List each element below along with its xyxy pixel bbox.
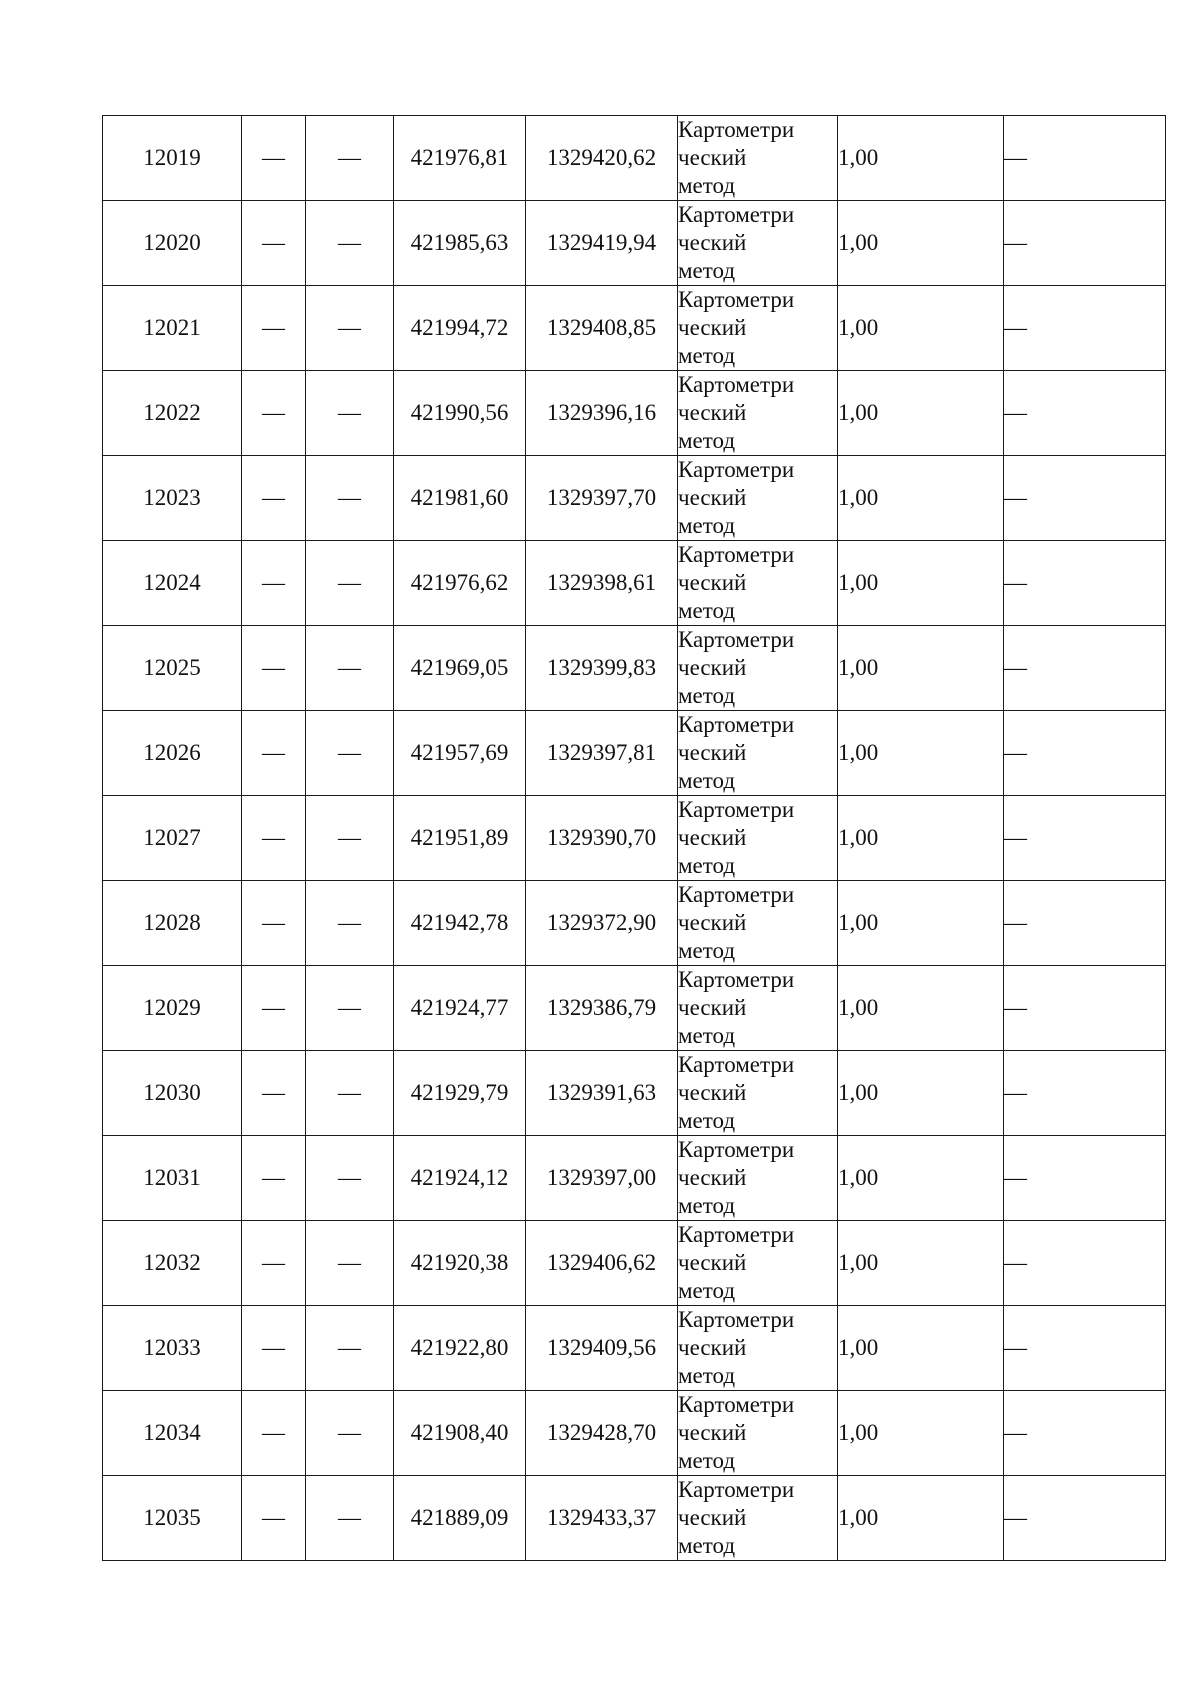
- description-cell: —: [1004, 1136, 1166, 1221]
- method-line: метод: [678, 173, 736, 198]
- point-number-cell: 12024: [103, 541, 242, 626]
- x-coordinate-cell: 421990,56: [394, 371, 526, 456]
- accuracy-cell: 1,00: [838, 1306, 1004, 1391]
- method-line: Картометри: [678, 797, 795, 822]
- method-line: ческий: [678, 145, 747, 170]
- method-line: метод: [678, 1108, 736, 1133]
- table-row: [103, 1391, 1166, 1476]
- method-cell: [678, 201, 838, 286]
- x-coordinate-cell: 421957,69: [394, 711, 526, 796]
- method-line: метод: [678, 258, 736, 283]
- existing-y-cell: —: [306, 1221, 394, 1306]
- description-cell: —: [1004, 711, 1166, 796]
- accuracy-cell: 1,00: [838, 371, 1004, 456]
- method-cell: [678, 1051, 838, 1136]
- point-number-cell: 12033: [103, 1306, 242, 1391]
- y-coordinate-cell: 1329398,61: [526, 541, 678, 626]
- x-coordinate-cell: 421976,62: [394, 541, 526, 626]
- existing-x-cell: —: [242, 371, 306, 456]
- method-line: ческий: [678, 485, 747, 510]
- method-line: Картометри: [678, 202, 795, 227]
- existing-x-cell: —: [242, 201, 306, 286]
- method-line: Картометри: [678, 1307, 795, 1332]
- x-coordinate-cell: 421920,38: [394, 1221, 526, 1306]
- existing-y-cell: —: [306, 1136, 394, 1221]
- method-line: Картометри: [678, 1392, 795, 1417]
- table-row: [103, 371, 1166, 456]
- y-coordinate-cell: 1329390,70: [526, 796, 678, 881]
- method-line: Картометри: [678, 712, 795, 737]
- point-number-cell: 12021: [103, 286, 242, 371]
- table-row: [103, 1306, 1166, 1391]
- existing-x-cell: —: [242, 541, 306, 626]
- y-coordinate-cell: 1329409,56: [526, 1306, 678, 1391]
- table-row: [103, 796, 1166, 881]
- x-coordinate-cell: 421889,09: [394, 1476, 526, 1561]
- y-coordinate-cell: 1329396,16: [526, 371, 678, 456]
- method-line: ческий: [678, 1335, 747, 1360]
- method-line: ческий: [678, 1080, 747, 1105]
- method-cell: [678, 1221, 838, 1306]
- method-line: Картометри: [678, 287, 795, 312]
- method-cell: [678, 1476, 838, 1561]
- method-line: Картометри: [678, 967, 795, 992]
- table-row: [103, 711, 1166, 796]
- point-number-cell: 12020: [103, 201, 242, 286]
- method-line: ческий: [678, 825, 747, 850]
- point-number-cell: 12023: [103, 456, 242, 541]
- method-cell: [678, 116, 838, 201]
- description-cell: —: [1004, 371, 1166, 456]
- coordinates-table: [102, 115, 1166, 1561]
- method-line: Картометри: [678, 1477, 795, 1502]
- point-number-cell: 12025: [103, 626, 242, 711]
- existing-y-cell: —: [306, 541, 394, 626]
- table-row: [103, 1476, 1166, 1561]
- accuracy-cell: 1,00: [838, 1221, 1004, 1306]
- point-number-cell: 12019: [103, 116, 242, 201]
- description-cell: —: [1004, 1476, 1166, 1561]
- point-number-cell: 12029: [103, 966, 242, 1051]
- existing-x-cell: —: [242, 1391, 306, 1476]
- method-cell: [678, 456, 838, 541]
- description-cell: —: [1004, 1391, 1166, 1476]
- method-line: метод: [678, 513, 736, 538]
- y-coordinate-cell: 1329419,94: [526, 201, 678, 286]
- point-number-cell: 12028: [103, 881, 242, 966]
- existing-x-cell: —: [242, 116, 306, 201]
- existing-y-cell: —: [306, 626, 394, 711]
- point-number-cell: 12026: [103, 711, 242, 796]
- method-line: ческий: [678, 400, 747, 425]
- method-cell: [678, 881, 838, 966]
- point-number-cell: 12032: [103, 1221, 242, 1306]
- method-line: ческий: [678, 1420, 747, 1445]
- table-row: [103, 966, 1166, 1051]
- description-cell: —: [1004, 541, 1166, 626]
- description-cell: —: [1004, 796, 1166, 881]
- table-row: [103, 1136, 1166, 1221]
- method-cell: [678, 1391, 838, 1476]
- existing-y-cell: —: [306, 201, 394, 286]
- method-line: Картометри: [678, 117, 795, 142]
- description-cell: —: [1004, 1221, 1166, 1306]
- existing-y-cell: —: [306, 371, 394, 456]
- y-coordinate-cell: 1329397,00: [526, 1136, 678, 1221]
- accuracy-cell: 1,00: [838, 286, 1004, 371]
- y-coordinate-cell: 1329433,37: [526, 1476, 678, 1561]
- description-cell: —: [1004, 966, 1166, 1051]
- method-line: метод: [678, 1533, 736, 1558]
- x-coordinate-cell: 421924,12: [394, 1136, 526, 1221]
- method-line: метод: [678, 1023, 736, 1048]
- table-row: [103, 116, 1166, 201]
- x-coordinate-cell: 421969,05: [394, 626, 526, 711]
- method-line: Картометри: [678, 372, 795, 397]
- method-cell: [678, 711, 838, 796]
- method-line: Картометри: [678, 1052, 795, 1077]
- method-line: Картометри: [678, 457, 795, 482]
- accuracy-cell: 1,00: [838, 456, 1004, 541]
- table-row: [103, 286, 1166, 371]
- existing-x-cell: —: [242, 1051, 306, 1136]
- method-line: ческий: [678, 570, 747, 595]
- method-line: ческий: [678, 315, 747, 340]
- description-cell: —: [1004, 1306, 1166, 1391]
- method-cell: [678, 371, 838, 456]
- existing-y-cell: —: [306, 1051, 394, 1136]
- description-cell: —: [1004, 626, 1166, 711]
- method-line: метод: [678, 1448, 736, 1473]
- method-line: ческий: [678, 995, 747, 1020]
- existing-x-cell: —: [242, 1221, 306, 1306]
- method-line: ческий: [678, 1165, 747, 1190]
- x-coordinate-cell: 421908,40: [394, 1391, 526, 1476]
- method-line: Картометри: [678, 1222, 795, 1247]
- y-coordinate-cell: 1329391,63: [526, 1051, 678, 1136]
- method-line: метод: [678, 853, 736, 878]
- accuracy-cell: 1,00: [838, 881, 1004, 966]
- point-number-cell: 12022: [103, 371, 242, 456]
- existing-y-cell: —: [306, 796, 394, 881]
- existing-x-cell: —: [242, 1136, 306, 1221]
- table-row: [103, 456, 1166, 541]
- table-body: [103, 116, 1166, 1561]
- accuracy-cell: 1,00: [838, 116, 1004, 201]
- existing-y-cell: —: [306, 1391, 394, 1476]
- method-line: метод: [678, 683, 736, 708]
- existing-y-cell: —: [306, 1306, 394, 1391]
- table-row: [103, 201, 1166, 286]
- method-cell: [678, 966, 838, 1051]
- accuracy-cell: 1,00: [838, 966, 1004, 1051]
- point-number-cell: 12031: [103, 1136, 242, 1221]
- method-cell: [678, 541, 838, 626]
- method-line: Картометри: [678, 882, 795, 907]
- y-coordinate-cell: 1329397,70: [526, 456, 678, 541]
- existing-y-cell: —: [306, 456, 394, 541]
- method-line: метод: [678, 598, 736, 623]
- x-coordinate-cell: 421985,63: [394, 201, 526, 286]
- method-line: ческий: [678, 740, 747, 765]
- existing-y-cell: —: [306, 881, 394, 966]
- method-cell: [678, 286, 838, 371]
- method-line: Картометри: [678, 627, 795, 652]
- table-row: [103, 626, 1166, 711]
- description-cell: —: [1004, 1051, 1166, 1136]
- accuracy-cell: 1,00: [838, 711, 1004, 796]
- x-coordinate-cell: 421929,79: [394, 1051, 526, 1136]
- x-coordinate-cell: 421924,77: [394, 966, 526, 1051]
- accuracy-cell: 1,00: [838, 1136, 1004, 1221]
- point-number-cell: 12034: [103, 1391, 242, 1476]
- existing-y-cell: —: [306, 966, 394, 1051]
- table-row: [103, 1051, 1166, 1136]
- method-line: ческий: [678, 655, 747, 680]
- existing-x-cell: —: [242, 966, 306, 1051]
- method-line: метод: [678, 343, 736, 368]
- method-cell: [678, 796, 838, 881]
- description-cell: —: [1004, 456, 1166, 541]
- method-line: метод: [678, 938, 736, 963]
- existing-x-cell: —: [242, 456, 306, 541]
- table-row: [103, 541, 1166, 626]
- existing-x-cell: —: [242, 1306, 306, 1391]
- y-coordinate-cell: 1329397,81: [526, 711, 678, 796]
- method-cell: [678, 1306, 838, 1391]
- y-coordinate-cell: 1329372,90: [526, 881, 678, 966]
- method-cell: [678, 626, 838, 711]
- method-line: метод: [678, 1278, 736, 1303]
- accuracy-cell: 1,00: [838, 796, 1004, 881]
- point-number-cell: 12030: [103, 1051, 242, 1136]
- description-cell: —: [1004, 286, 1166, 371]
- existing-y-cell: —: [306, 286, 394, 371]
- description-cell: —: [1004, 201, 1166, 286]
- y-coordinate-cell: 1329386,79: [526, 966, 678, 1051]
- existing-x-cell: —: [242, 711, 306, 796]
- method-line: Картометри: [678, 542, 795, 567]
- existing-y-cell: —: [306, 116, 394, 201]
- method-line: ческий: [678, 230, 747, 255]
- accuracy-cell: 1,00: [838, 1391, 1004, 1476]
- existing-x-cell: —: [242, 796, 306, 881]
- accuracy-cell: 1,00: [838, 1476, 1004, 1561]
- method-line: ческий: [678, 910, 747, 935]
- method-line: ческий: [678, 1250, 747, 1275]
- y-coordinate-cell: 1329408,85: [526, 286, 678, 371]
- table-row: [103, 881, 1166, 966]
- method-line: метод: [678, 1193, 736, 1218]
- method-line: Картометри: [678, 1137, 795, 1162]
- method-line: ческий: [678, 1505, 747, 1530]
- method-line: метод: [678, 768, 736, 793]
- x-coordinate-cell: 421922,80: [394, 1306, 526, 1391]
- y-coordinate-cell: 1329406,62: [526, 1221, 678, 1306]
- existing-y-cell: —: [306, 1476, 394, 1561]
- x-coordinate-cell: 421994,72: [394, 286, 526, 371]
- existing-x-cell: —: [242, 626, 306, 711]
- accuracy-cell: 1,00: [838, 201, 1004, 286]
- method-line: метод: [678, 1363, 736, 1388]
- existing-y-cell: —: [306, 711, 394, 796]
- y-coordinate-cell: 1329399,83: [526, 626, 678, 711]
- point-number-cell: 12035: [103, 1476, 242, 1561]
- method-line: метод: [678, 428, 736, 453]
- point-number-cell: 12027: [103, 796, 242, 881]
- accuracy-cell: 1,00: [838, 626, 1004, 711]
- x-coordinate-cell: 421976,81: [394, 116, 526, 201]
- accuracy-cell: 1,00: [838, 541, 1004, 626]
- x-coordinate-cell: 421942,78: [394, 881, 526, 966]
- x-coordinate-cell: 421951,89: [394, 796, 526, 881]
- description-cell: —: [1004, 116, 1166, 201]
- table-row: [103, 1221, 1166, 1306]
- y-coordinate-cell: 1329428,70: [526, 1391, 678, 1476]
- existing-x-cell: —: [242, 881, 306, 966]
- y-coordinate-cell: 1329420,62: [526, 116, 678, 201]
- existing-x-cell: —: [242, 1476, 306, 1561]
- method-cell: [678, 1136, 838, 1221]
- x-coordinate-cell: 421981,60: [394, 456, 526, 541]
- description-cell: —: [1004, 881, 1166, 966]
- existing-x-cell: —: [242, 286, 306, 371]
- accuracy-cell: 1,00: [838, 1051, 1004, 1136]
